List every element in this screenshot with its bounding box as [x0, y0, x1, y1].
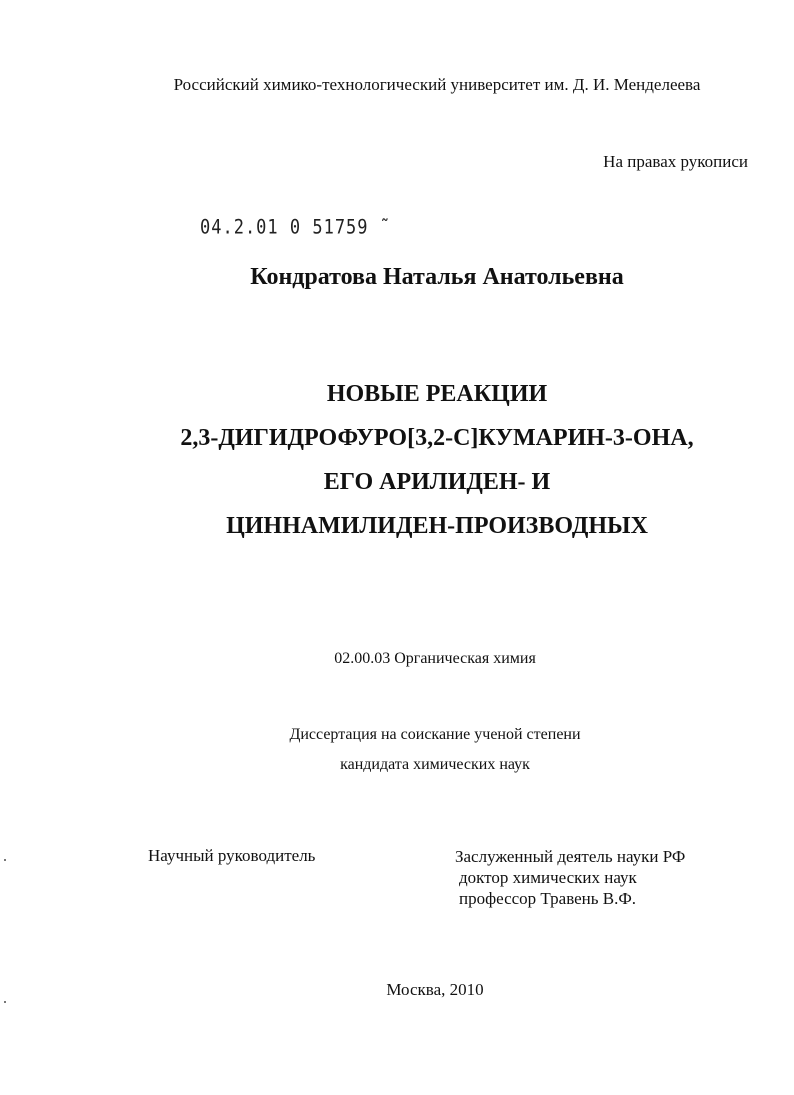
- scan-speck: [4, 859, 6, 861]
- title-line-4: ЦИННАМИЛИДЕН-ПРОИЗВОДНЫХ: [226, 513, 648, 539]
- scan-speck: [4, 1001, 6, 1003]
- title-line-2: 2,3-ДИГИДРОФУРО[3,2-С]КУМАРИН-3-ОНА,: [180, 425, 694, 451]
- dissertation-title: [0, 372, 794, 548]
- degree-line-1: Диссертация на соискание ученой степени: [289, 726, 581, 743]
- title-line-3: ЕГО АРИЛИДЕН- И: [323, 469, 551, 495]
- rights-note: На правах рукописи: [603, 152, 748, 171]
- degree-line-2: кандидата химических наук: [340, 756, 530, 773]
- supervisor-title-2: доктор химических наук: [459, 868, 637, 887]
- supervisor-title-1: Заслуженный деятель науки РФ: [455, 847, 686, 866]
- specialty-code: 02.00.03 Органическая химия: [334, 650, 536, 667]
- supervisor-label: Научный руководитель: [148, 846, 316, 865]
- university-name: Российский химико-технологический университет им. Д. И. Менделеева: [173, 75, 701, 94]
- title-line-1: НОВЫЕ РЕАКЦИИ: [326, 381, 548, 407]
- registration-number: 04.2.01 0 51759 ˜: [200, 216, 391, 239]
- supervisor-name: профессор Травень В.Ф.: [459, 889, 637, 908]
- degree-statement: [0, 720, 794, 780]
- supervisor-info: [455, 846, 685, 909]
- author-name: Кондратова Наталья Анатольевна: [250, 264, 624, 290]
- city-year: Москва, 2010: [386, 980, 484, 999]
